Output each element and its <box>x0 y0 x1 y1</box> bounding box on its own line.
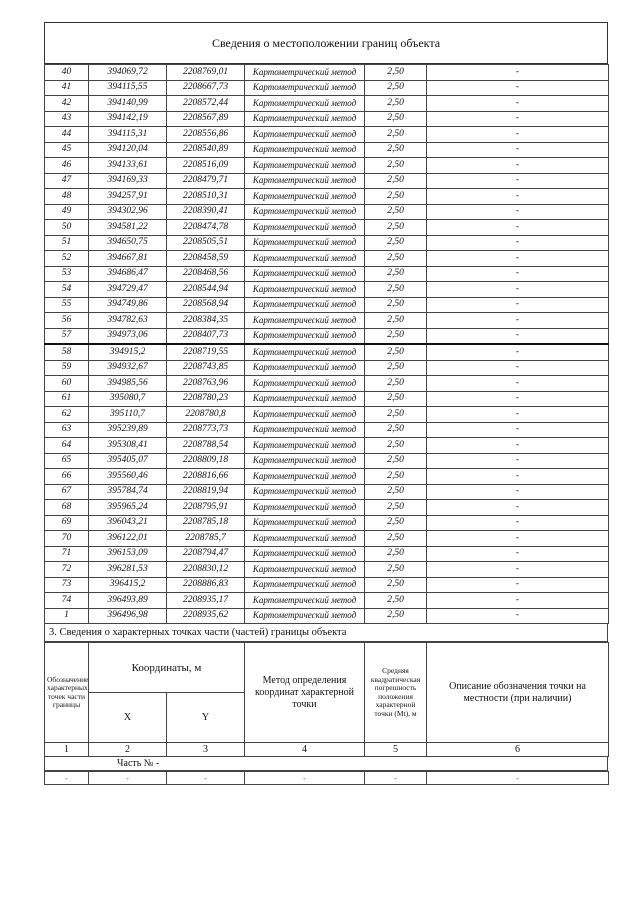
coord-y: 2208468,56 <box>167 266 245 282</box>
point-number: 66 <box>45 469 89 485</box>
error: 2,50 <box>365 220 427 236</box>
error: 2,50 <box>365 453 427 469</box>
coord-x: 394686,47 <box>89 266 167 282</box>
method: Картометрический метод <box>245 220 365 236</box>
header-method: Метод определения координат характерной точки <box>245 643 365 743</box>
point-number: 46 <box>45 158 89 174</box>
error: 2,50 <box>365 251 427 267</box>
coord-x: 395784,74 <box>89 484 167 500</box>
table-row <box>45 546 609 562</box>
method: Картометрический метод <box>245 562 365 578</box>
table-row <box>45 391 609 407</box>
method: Картометрический метод <box>245 266 365 282</box>
error: 2,50 <box>365 313 427 329</box>
coord-y: 2208780,8 <box>167 407 245 423</box>
point-number: 65 <box>45 453 89 469</box>
description: - <box>427 297 609 313</box>
method: Картометрический метод <box>245 608 365 624</box>
description: - <box>427 438 609 454</box>
section-title: Сведения о местоположении границ объекта <box>44 22 608 64</box>
method: Картометрический метод <box>245 251 365 267</box>
error: 2,50 <box>365 266 427 282</box>
description: - <box>427 251 609 267</box>
description: - <box>427 220 609 236</box>
coord-y: 2208785,18 <box>167 515 245 531</box>
coord-y: 2208540,89 <box>167 142 245 158</box>
table-row <box>45 158 609 174</box>
method: Картометрический метод <box>245 407 365 423</box>
error: 2,50 <box>365 328 427 344</box>
point-number: 54 <box>45 282 89 298</box>
coord-x: 395110,7 <box>89 407 167 423</box>
table-row <box>45 251 609 267</box>
coord-x: 394302,96 <box>89 204 167 220</box>
description: - <box>427 266 609 282</box>
method: Картометрический метод <box>245 297 365 313</box>
table-cell: - <box>427 772 609 785</box>
coord-x: 394729,47 <box>89 282 167 298</box>
table-row <box>45 235 609 251</box>
coord-x: 396153,09 <box>89 546 167 562</box>
method: Картометрический метод <box>245 344 365 360</box>
table-row <box>45 515 609 531</box>
coord-x: 394140,99 <box>89 96 167 112</box>
description: - <box>427 65 609 81</box>
coord-y: 2208544,94 <box>167 282 245 298</box>
coord-y: 2208667,73 <box>167 80 245 96</box>
table-cell: - <box>245 772 365 785</box>
description: - <box>427 328 609 344</box>
error: 2,50 <box>365 438 427 454</box>
coord-y: 2208743,85 <box>167 360 245 376</box>
points-table <box>44 64 609 624</box>
error: 2,50 <box>365 158 427 174</box>
coord-y: 2208773,73 <box>167 422 245 438</box>
error: 2,50 <box>365 173 427 189</box>
section-3-title: 3. Сведения о характерных точках части (частей) границы объекта <box>44 624 608 642</box>
coord-x: 394749,86 <box>89 297 167 313</box>
coord-y: 2208794,47 <box>167 546 245 562</box>
coord-x: 394133,61 <box>89 158 167 174</box>
table-row <box>45 127 609 143</box>
description: - <box>427 235 609 251</box>
table-row <box>45 577 609 593</box>
table-row <box>45 772 609 785</box>
description: - <box>427 376 609 392</box>
table-row <box>45 407 609 423</box>
coord-y: 2208788,54 <box>167 438 245 454</box>
method: Картометрический метод <box>245 453 365 469</box>
point-number: 68 <box>45 500 89 516</box>
point-number: 55 <box>45 297 89 313</box>
coord-y: 2208785,7 <box>167 531 245 547</box>
coord-x: 394650,75 <box>89 235 167 251</box>
table-row <box>45 297 609 313</box>
coord-y: 2208795,91 <box>167 500 245 516</box>
point-number: 72 <box>45 562 89 578</box>
method: Картометрический метод <box>245 142 365 158</box>
coord-x: 396415,2 <box>89 577 167 593</box>
header-coordinates: Координаты, м <box>89 643 245 693</box>
coord-x: 396043,21 <box>89 515 167 531</box>
coord-y: 2208809,18 <box>167 453 245 469</box>
coord-x: 394069,72 <box>89 65 167 81</box>
coord-x: 394120,04 <box>89 142 167 158</box>
column-number: 5 <box>365 743 427 757</box>
description: - <box>427 360 609 376</box>
coord-x: 396281,53 <box>89 562 167 578</box>
method: Картометрический метод <box>245 515 365 531</box>
method: Картометрический метод <box>245 313 365 329</box>
document-sheet <box>44 22 608 785</box>
coord-y: 2208572,44 <box>167 96 245 112</box>
error: 2,50 <box>365 469 427 485</box>
table-row <box>45 531 609 547</box>
method: Картометрический метод <box>245 282 365 298</box>
point-number: 70 <box>45 531 89 547</box>
table-cell: - <box>365 772 427 785</box>
coord-y: 2208390,41 <box>167 204 245 220</box>
error: 2,50 <box>365 608 427 624</box>
method: Картометрический метод <box>245 96 365 112</box>
point-number: 56 <box>45 313 89 329</box>
table-row <box>45 266 609 282</box>
coord-y: 2208935,62 <box>167 608 245 624</box>
coord-x: 394782,63 <box>89 313 167 329</box>
point-number: 42 <box>45 96 89 112</box>
header-description: Описание обозначения точки на местности (при наличии) <box>427 643 609 743</box>
table-row <box>45 562 609 578</box>
method: Картометрический метод <box>245 173 365 189</box>
header-error: Средняя квадратическая погрешность положения характерной точки (Mt), м <box>365 643 427 743</box>
table-row <box>45 204 609 220</box>
description: - <box>427 344 609 360</box>
coord-x: 394115,55 <box>89 80 167 96</box>
column-number: 4 <box>245 743 365 757</box>
coord-x: 395239,89 <box>89 422 167 438</box>
point-number: 64 <box>45 438 89 454</box>
error: 2,50 <box>365 297 427 313</box>
coord-x: 394169,33 <box>89 173 167 189</box>
description: - <box>427 422 609 438</box>
point-number: 53 <box>45 266 89 282</box>
point-number: 44 <box>45 127 89 143</box>
coord-x: 396496,98 <box>89 608 167 624</box>
coord-y: 2208769,01 <box>167 65 245 81</box>
coord-y: 2208407,73 <box>167 328 245 344</box>
table-cell: - <box>89 772 167 785</box>
point-number: 67 <box>45 484 89 500</box>
error: 2,50 <box>365 96 427 112</box>
coord-y: 2208830,12 <box>167 562 245 578</box>
coord-y: 2208556,86 <box>167 127 245 143</box>
description: - <box>427 391 609 407</box>
error: 2,50 <box>365 142 427 158</box>
error: 2,50 <box>365 282 427 298</box>
description: - <box>427 531 609 547</box>
error: 2,50 <box>365 593 427 609</box>
coord-y: 2208763,96 <box>167 376 245 392</box>
description: - <box>427 453 609 469</box>
coord-x: 394973,06 <box>89 328 167 344</box>
point-number: 74 <box>45 593 89 609</box>
error: 2,50 <box>365 484 427 500</box>
description: - <box>427 282 609 298</box>
error: 2,50 <box>365 111 427 127</box>
table-row <box>45 282 609 298</box>
coord-y: 2208819,94 <box>167 484 245 500</box>
table-row <box>45 220 609 236</box>
table-row <box>45 484 609 500</box>
coord-x: 395308,41 <box>89 438 167 454</box>
description: - <box>427 158 609 174</box>
point-number: 58 <box>45 344 89 360</box>
coord-x: 394985,56 <box>89 376 167 392</box>
error: 2,50 <box>365 546 427 562</box>
description: - <box>427 313 609 329</box>
table-row <box>45 469 609 485</box>
table-row <box>45 96 609 112</box>
description: - <box>427 189 609 205</box>
table-row <box>45 111 609 127</box>
header-x: X <box>89 693 167 743</box>
coord-x: 394915,2 <box>89 344 167 360</box>
coord-y: 2208474,78 <box>167 220 245 236</box>
method: Картометрический метод <box>245 391 365 407</box>
table-row <box>45 500 609 516</box>
error: 2,50 <box>365 407 427 423</box>
error: 2,50 <box>365 65 427 81</box>
coord-y: 2208780,23 <box>167 391 245 407</box>
point-number: 49 <box>45 204 89 220</box>
description: - <box>427 142 609 158</box>
method: Картометрический метод <box>245 469 365 485</box>
table-row <box>45 360 609 376</box>
description: - <box>427 577 609 593</box>
error: 2,50 <box>365 562 427 578</box>
error: 2,50 <box>365 80 427 96</box>
description: - <box>427 593 609 609</box>
description: - <box>427 562 609 578</box>
description: - <box>427 469 609 485</box>
table-row <box>45 608 609 624</box>
coord-y: 2208886,83 <box>167 577 245 593</box>
table-row <box>45 438 609 454</box>
table-row <box>45 173 609 189</box>
column-number: 1 <box>45 743 89 757</box>
error: 2,50 <box>365 235 427 251</box>
coord-x: 395560,46 <box>89 469 167 485</box>
description: - <box>427 608 609 624</box>
description: - <box>427 127 609 143</box>
description: - <box>427 407 609 423</box>
error: 2,50 <box>365 376 427 392</box>
error: 2,50 <box>365 500 427 516</box>
table-row <box>45 142 609 158</box>
method: Картометрический метод <box>245 593 365 609</box>
table-row <box>45 376 609 392</box>
table-row <box>45 80 609 96</box>
description: - <box>427 173 609 189</box>
header-y: Y <box>167 693 245 743</box>
point-number: 57 <box>45 328 89 344</box>
method: Картометрический метод <box>245 360 365 376</box>
description: - <box>427 96 609 112</box>
point-number: 63 <box>45 422 89 438</box>
method: Картометрический метод <box>245 328 365 344</box>
method: Картометрический метод <box>245 158 365 174</box>
point-number: 50 <box>45 220 89 236</box>
part-points-header <box>44 642 609 757</box>
error: 2,50 <box>365 204 427 220</box>
method: Картометрический метод <box>245 546 365 562</box>
point-number: 52 <box>45 251 89 267</box>
coord-y: 2208568,94 <box>167 297 245 313</box>
coord-y: 2208719,55 <box>167 344 245 360</box>
table-cell: - <box>45 772 89 785</box>
column-number: 2 <box>89 743 167 757</box>
error: 2,50 <box>365 360 427 376</box>
description: - <box>427 111 609 127</box>
coord-y: 2208505,51 <box>167 235 245 251</box>
point-number: 59 <box>45 360 89 376</box>
table-row <box>45 328 609 344</box>
coord-x: 394115,31 <box>89 127 167 143</box>
error: 2,50 <box>365 422 427 438</box>
error: 2,50 <box>365 344 427 360</box>
coord-y: 2208458,59 <box>167 251 245 267</box>
coord-x: 395405,07 <box>89 453 167 469</box>
point-number: 51 <box>45 235 89 251</box>
description: - <box>427 80 609 96</box>
header-point-designation: Обозначение характерных точек части границы <box>45 643 89 743</box>
coord-x: 395965,24 <box>89 500 167 516</box>
description: - <box>427 500 609 516</box>
point-number: 48 <box>45 189 89 205</box>
coord-y: 2208510,31 <box>167 189 245 205</box>
point-number: 40 <box>45 65 89 81</box>
coord-x: 394142,19 <box>89 111 167 127</box>
table-row <box>45 344 609 360</box>
method: Картометрический метод <box>245 531 365 547</box>
description: - <box>427 546 609 562</box>
method: Картометрический метод <box>245 80 365 96</box>
error: 2,50 <box>365 577 427 593</box>
coord-x: 394257,91 <box>89 189 167 205</box>
point-number: 1 <box>45 608 89 624</box>
coord-x: 394932,67 <box>89 360 167 376</box>
coord-x: 395080,7 <box>89 391 167 407</box>
table-row <box>45 422 609 438</box>
error: 2,50 <box>365 391 427 407</box>
point-number: 69 <box>45 515 89 531</box>
coord-x: 396122,01 <box>89 531 167 547</box>
coord-x: 394667,81 <box>89 251 167 267</box>
table-row <box>45 453 609 469</box>
table-cell: - <box>167 772 245 785</box>
error: 2,50 <box>365 531 427 547</box>
column-number: 3 <box>167 743 245 757</box>
point-number: 73 <box>45 577 89 593</box>
description: - <box>427 204 609 220</box>
part-points-table <box>44 771 609 785</box>
coord-y: 2208816,66 <box>167 469 245 485</box>
table-row <box>45 313 609 329</box>
point-number: 43 <box>45 111 89 127</box>
point-number: 41 <box>45 80 89 96</box>
method: Картометрический метод <box>245 65 365 81</box>
description: - <box>427 484 609 500</box>
error: 2,50 <box>365 127 427 143</box>
method: Картометрический метод <box>245 189 365 205</box>
table-row <box>45 593 609 609</box>
coord-y: 2208935,17 <box>167 593 245 609</box>
error: 2,50 <box>365 515 427 531</box>
point-number: 71 <box>45 546 89 562</box>
coord-y: 2208384,35 <box>167 313 245 329</box>
method: Картометрический метод <box>245 376 365 392</box>
method: Картометрический метод <box>245 235 365 251</box>
method: Картометрический метод <box>245 127 365 143</box>
column-number: 6 <box>427 743 609 757</box>
coord-y: 2208516,09 <box>167 158 245 174</box>
column-numbers-row <box>45 743 609 757</box>
description: - <box>427 515 609 531</box>
point-number: 62 <box>45 407 89 423</box>
point-number: 61 <box>45 391 89 407</box>
part-number-label: Часть № - <box>44 757 608 771</box>
coord-x: 396493,89 <box>89 593 167 609</box>
coord-y: 2208567,89 <box>167 111 245 127</box>
method: Картометрический метод <box>245 500 365 516</box>
point-number: 60 <box>45 376 89 392</box>
table-row <box>45 65 609 81</box>
method: Картометрический метод <box>245 577 365 593</box>
method: Картометрический метод <box>245 484 365 500</box>
coord-y: 2208479,71 <box>167 173 245 189</box>
method: Картометрический метод <box>245 438 365 454</box>
method: Картометрический метод <box>245 422 365 438</box>
coord-x: 394581,22 <box>89 220 167 236</box>
point-number: 47 <box>45 173 89 189</box>
point-number: 45 <box>45 142 89 158</box>
error: 2,50 <box>365 189 427 205</box>
method: Картометрический метод <box>245 111 365 127</box>
method: Картометрический метод <box>245 204 365 220</box>
table-row <box>45 189 609 205</box>
